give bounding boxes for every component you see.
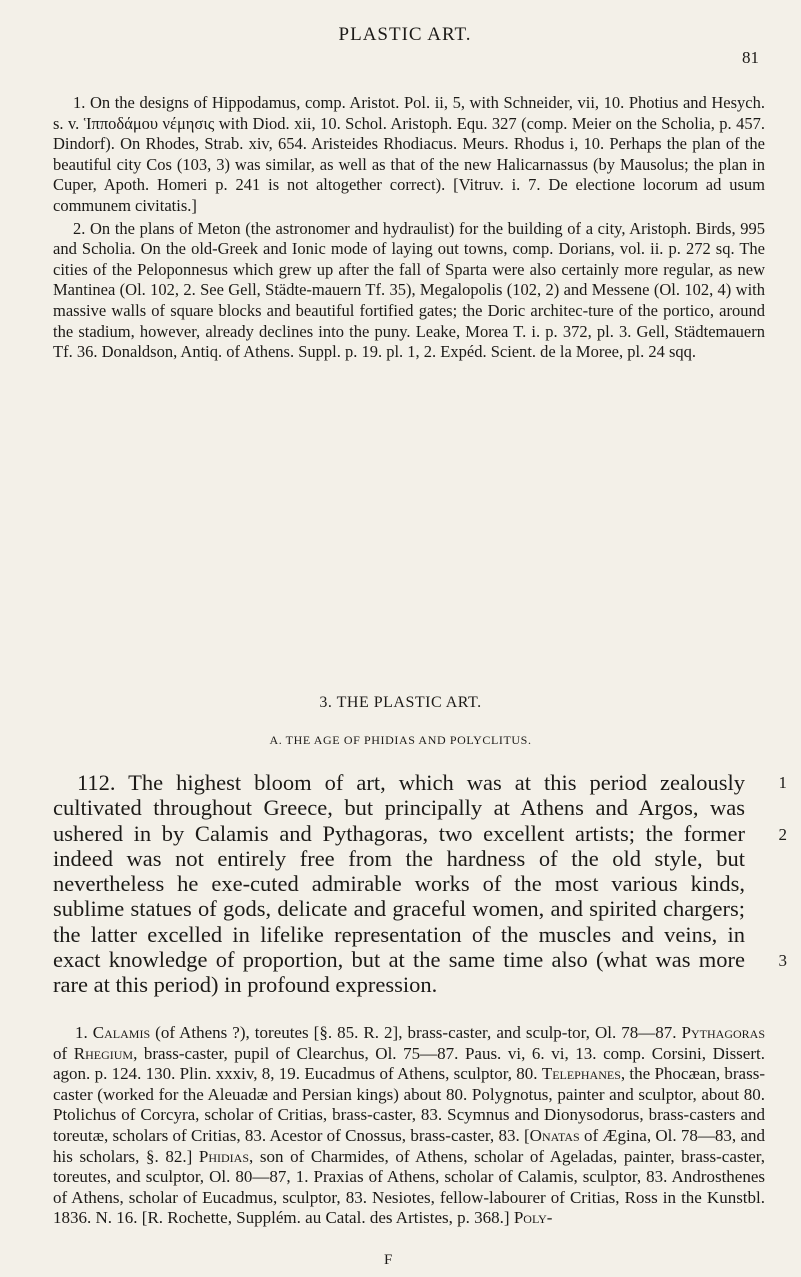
running-title: PLASTIC ART. xyxy=(338,24,472,45)
main-paragraph: 112. The highest bloom of art, which was at this period zealously cultivated throughout Greece, but principally at Athens and Argos, was ushered in by Calamis and Pythagoras, two excellent artists; the former indeed was not entirely free from the hardness of the old style, but nevertheless he exe-cuted admirable works of the most various kinds, sublime statues of gods, delicate and graceful women, and spirited chargers; the latter excelled in lifelike representation of the muscles and veins, in exact knowledge of proportion, but at the same time also (what was more rare at this period) in profound expression. xyxy=(53,770,745,998)
footnote-text: , brass-caster, pupil of Clearchus, Ol. 75—87. Paus. vi, 6. vi, 13. comp. Corsini, Dissert. agon. p. 124. 130. Plin. xxxiv, 8, 19. Eucadmus of Athens, sculptor, 80. xyxy=(53,1043,765,1084)
margin-ref-2: 2 xyxy=(778,825,787,844)
footnote-text: of xyxy=(53,1043,74,1063)
artist-name-telephanes: Telephanes xyxy=(541,1064,621,1084)
artist-name-calamis: Calamis xyxy=(92,1023,151,1042)
artist-name-poly: Poly- xyxy=(513,1208,553,1228)
artist-name-pythagoras: Pythagoras xyxy=(681,1023,766,1042)
footnote-text: , son of Charmides, of Athens, scholar of Ageladas, painter, brass-caster, toreutes, and sculptor, Ol. 80—87, 1. Praxias of Athens, scholar of Calamis, sculptor, 83. Androsthenes of Athens, scholar of Eucadmus, sculptor, 83. Nesiotes, fellow-labourer of Critias, Ross in the Kunstbl. 1836. N. 16. [R. Rochette, Supplém. au Catal. des Artistes, p. 368.] xyxy=(53,1146,765,1228)
signature-mark: F xyxy=(384,1252,393,1268)
note-1: 1. On the designs of Hippodamus, comp. Aristot. Pol. ii, 5, with Schneider, vii, 10. Photius and Hesych. s. v. Ἱπποδάμου νέμησις with Diod. xii, 10. Schol. Aristoph. Equ. 327 (comp. Meier on the Scholia, p. 457. Dindorf). On Rhodes, Strab. xiv, 654. Aristeides Rhodiacus. Meurs. Rhodus i, 10. Perhaps the plan of the beautiful city Cos (103, 3) was similar, as well as that of the new Halicarnassus (by Mausolus; the plan in Cuper, Apoth. Homeri p. 241 is not altogether correct). [Vitruv. i. 7. De electione locorum ad usum communem civitatis.] xyxy=(53,93,765,215)
footnote-number: 1. xyxy=(75,1023,88,1042)
footnote-text: (of Athens ?), toreutes [§. 85. R. 2], brass-caster, and sculp-tor, Ol. 78—87. xyxy=(150,1023,682,1042)
footnote-text: , the Phocæan, brass-caster (worked for the Aleuadæ and Persian kings) about 80. Polygnotus, painter and sculptor, about 80. Ptolichus of Corcyra, scholar of Critias, brass-caster, 83. Scymnus and Dionysodorus, brass-casters and toreutæ, scholars of Critias, 83. Acestor of Cnossus, brass-caster, 83. [ xyxy=(53,1064,765,1145)
footnote-text: of Ægina, Ol. 78—83, and his scholars, §. 82.] xyxy=(53,1125,766,1166)
notes-block xyxy=(53,93,765,365)
subsection-heading: A. THE AGE OF PHIDIAS AND POLYCLITUS. xyxy=(269,733,532,747)
page-number: 81 xyxy=(742,48,759,67)
artist-name-phidias: Phidias xyxy=(198,1146,249,1166)
margin-ref-3: 3 xyxy=(778,951,787,970)
place-name-rhegium: Rhegium xyxy=(73,1043,134,1063)
note-2: 2. On the plans of Meton (the astronomer and hydraulist) for the building of a city, Aristoph. Birds, 995 and Scholia. On the old-Greek and Ionic mode of laying out towns, comp. Dorians, vol. ii. p. 272 sq. The cities of the Peloponnesus which grew up after the fall of Sparta were also certainly more regular, as new Mantinea (Ol. 102, 2. See Gell, Städte-mauern Tf. 35), Megalopolis (102, 2) and Messene (Ol. 102, 4) with massive walls of square blocks and beautiful fortified gates; the Doric architec-ture of the portico, around the stadium, however, already declines into the puny. Leake, Morea T. i. p. 372, pl. 3. Gell, Städtemauern Tf. 36. Donaldson, Antiq. of Athens. Suppl. p. 19. pl. 1, 2. Expéd. Scient. de la Moree, pl. 24 sqq. xyxy=(53,218,765,362)
artist-name-onatas: Onatas xyxy=(529,1125,580,1145)
section-heading: 3. THE PLASTIC ART. xyxy=(319,694,482,711)
footnote xyxy=(53,1023,765,1229)
margin-ref-1: 1 xyxy=(778,773,787,792)
